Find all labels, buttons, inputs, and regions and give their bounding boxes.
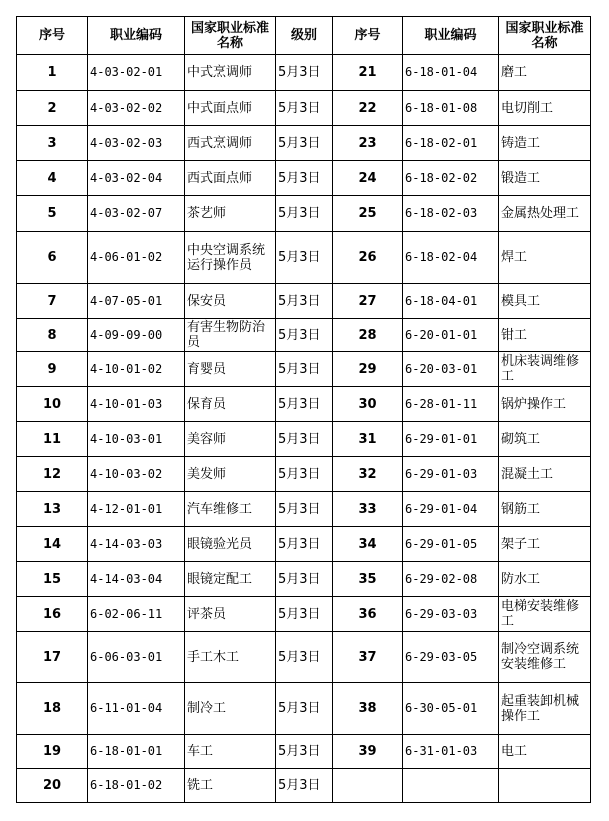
left-name: 中式烹调师 [185, 55, 276, 91]
left-seq: 19 [17, 735, 88, 769]
header-seq-right: 序号 [333, 17, 403, 55]
table-row [17, 232, 591, 284]
right-seq: 22 [333, 91, 403, 126]
left-code: 4-09-09-00 [88, 319, 185, 352]
left-name: 中央空调系统运行操作员 [185, 232, 276, 284]
left-code: 4-10-03-01 [88, 422, 185, 457]
left-code: 6-02-06-11 [88, 597, 185, 632]
right-code: 6-20-03-01 [403, 352, 499, 387]
left-seq: 11 [17, 422, 88, 457]
right-code: 6-29-02-08 [403, 562, 499, 597]
table-row [17, 284, 591, 319]
left-seq: 15 [17, 562, 88, 597]
right-seq: 28 [333, 319, 403, 352]
left-seq: 3 [17, 126, 88, 161]
left-level: 5月3日 [276, 352, 333, 387]
table-row [17, 55, 591, 91]
left-name: 茶艺师 [185, 196, 276, 232]
left-seq: 7 [17, 284, 88, 319]
left-code: 6-06-03-01 [88, 632, 185, 683]
occupation-table [16, 16, 591, 803]
right-seq: 26 [333, 232, 403, 284]
left-level: 5月3日 [276, 422, 333, 457]
left-code: 4-07-05-01 [88, 284, 185, 319]
left-level: 5月3日 [276, 232, 333, 284]
table-row [17, 527, 591, 562]
right-code [403, 769, 499, 803]
left-name: 铣工 [185, 769, 276, 803]
left-name: 车工 [185, 735, 276, 769]
right-name: 焊工 [499, 232, 591, 284]
table-row [17, 422, 591, 457]
right-code: 6-18-02-01 [403, 126, 499, 161]
right-seq: 33 [333, 492, 403, 527]
left-level: 5月3日 [276, 196, 333, 232]
left-level: 5月3日 [276, 55, 333, 91]
left-name: 手工木工 [185, 632, 276, 683]
table-row [17, 196, 591, 232]
right-seq: 25 [333, 196, 403, 232]
header-seq-left: 序号 [17, 17, 88, 55]
left-name: 美容师 [185, 422, 276, 457]
left-code: 4-10-03-02 [88, 457, 185, 492]
left-name: 西式烹调师 [185, 126, 276, 161]
left-seq: 8 [17, 319, 88, 352]
right-seq: 21 [333, 55, 403, 91]
table-row [17, 632, 591, 683]
left-name: 眼镜定配工 [185, 562, 276, 597]
table-row [17, 161, 591, 196]
left-code: 4-03-02-07 [88, 196, 185, 232]
left-name: 制冷工 [185, 683, 276, 735]
left-name: 眼镜验光员 [185, 527, 276, 562]
right-name: 磨工 [499, 55, 591, 91]
right-code: 6-20-01-01 [403, 319, 499, 352]
left-level: 5月3日 [276, 769, 333, 803]
left-code: 4-14-03-04 [88, 562, 185, 597]
right-seq: 34 [333, 527, 403, 562]
left-seq: 4 [17, 161, 88, 196]
left-seq: 13 [17, 492, 88, 527]
left-seq: 1 [17, 55, 88, 91]
left-name: 保安员 [185, 284, 276, 319]
right-name: 起重装卸机械操作工 [499, 683, 591, 735]
right-seq: 24 [333, 161, 403, 196]
left-seq: 17 [17, 632, 88, 683]
right-code: 6-18-02-03 [403, 196, 499, 232]
right-code: 6-29-03-03 [403, 597, 499, 632]
left-name: 美发师 [185, 457, 276, 492]
right-code: 6-18-02-02 [403, 161, 499, 196]
left-code: 4-03-02-01 [88, 55, 185, 91]
right-seq: 36 [333, 597, 403, 632]
left-seq: 10 [17, 387, 88, 422]
left-name: 评茶员 [185, 597, 276, 632]
header-level: 级别 [276, 17, 333, 55]
right-seq: 35 [333, 562, 403, 597]
right-code: 6-29-01-01 [403, 422, 499, 457]
right-code: 6-18-01-08 [403, 91, 499, 126]
table-row [17, 492, 591, 527]
left-code: 6-11-01-04 [88, 683, 185, 735]
left-code: 4-03-02-02 [88, 91, 185, 126]
right-seq: 29 [333, 352, 403, 387]
right-name [499, 769, 591, 803]
right-code: 6-29-01-05 [403, 527, 499, 562]
left-level: 5月3日 [276, 284, 333, 319]
right-name: 钳工 [499, 319, 591, 352]
table-row [17, 683, 591, 735]
right-code: 6-30-05-01 [403, 683, 499, 735]
left-name: 中式面点师 [185, 91, 276, 126]
right-seq: 23 [333, 126, 403, 161]
header-row [17, 17, 591, 55]
right-name: 电工 [499, 735, 591, 769]
right-seq: 32 [333, 457, 403, 492]
right-name: 机床装调维修工 [499, 352, 591, 387]
table-row [17, 597, 591, 632]
left-code: 4-06-01-02 [88, 232, 185, 284]
left-seq: 12 [17, 457, 88, 492]
header-code-right: 职业编码 [403, 17, 499, 55]
left-seq: 18 [17, 683, 88, 735]
table-row [17, 562, 591, 597]
right-seq: 27 [333, 284, 403, 319]
right-name: 锻造工 [499, 161, 591, 196]
right-code: 6-28-01-11 [403, 387, 499, 422]
right-code: 6-18-02-04 [403, 232, 499, 284]
left-level: 5月3日 [276, 457, 333, 492]
table-row [17, 91, 591, 126]
left-code: 6-18-01-01 [88, 735, 185, 769]
header-code-left: 职业编码 [88, 17, 185, 55]
table-row [17, 735, 591, 769]
table-row [17, 387, 591, 422]
left-level: 5月3日 [276, 161, 333, 196]
right-name: 电切削工 [499, 91, 591, 126]
left-code: 4-10-01-02 [88, 352, 185, 387]
left-level: 5月3日 [276, 632, 333, 683]
right-code: 6-29-01-04 [403, 492, 499, 527]
right-seq [333, 769, 403, 803]
right-name: 架子工 [499, 527, 591, 562]
left-level: 5月3日 [276, 527, 333, 562]
table-row [17, 769, 591, 803]
right-name: 混凝土工 [499, 457, 591, 492]
right-code: 6-29-01-03 [403, 457, 499, 492]
right-name: 金属热处理工 [499, 196, 591, 232]
left-seq: 16 [17, 597, 88, 632]
left-name: 保育员 [185, 387, 276, 422]
right-code: 6-31-01-03 [403, 735, 499, 769]
right-name: 制冷空调系统安装维修工 [499, 632, 591, 683]
right-code: 6-18-01-04 [403, 55, 499, 91]
right-name: 防水工 [499, 562, 591, 597]
right-seq: 38 [333, 683, 403, 735]
left-level: 5月3日 [276, 319, 333, 352]
right-name: 砌筑工 [499, 422, 591, 457]
right-name: 铸造工 [499, 126, 591, 161]
header-name-left: 国家职业标准名称 [185, 17, 276, 55]
right-name: 钢筋工 [499, 492, 591, 527]
left-code: 6-18-01-02 [88, 769, 185, 803]
table-row [17, 319, 591, 352]
left-level: 5月3日 [276, 735, 333, 769]
left-seq: 2 [17, 91, 88, 126]
left-name: 西式面点师 [185, 161, 276, 196]
left-level: 5月3日 [276, 562, 333, 597]
left-level: 5月3日 [276, 126, 333, 161]
left-level: 5月3日 [276, 683, 333, 735]
table-row [17, 457, 591, 492]
right-code: 6-18-04-01 [403, 284, 499, 319]
left-seq: 6 [17, 232, 88, 284]
left-seq: 5 [17, 196, 88, 232]
left-name: 汽车维修工 [185, 492, 276, 527]
table-row [17, 352, 591, 387]
left-level: 5月3日 [276, 91, 333, 126]
left-seq: 9 [17, 352, 88, 387]
right-code: 6-29-03-05 [403, 632, 499, 683]
left-code: 4-10-01-03 [88, 387, 185, 422]
header-name-right: 国家职业标准名称 [499, 17, 591, 55]
right-name: 电梯安装维修工 [499, 597, 591, 632]
right-seq: 37 [333, 632, 403, 683]
left-seq: 14 [17, 527, 88, 562]
left-seq: 20 [17, 769, 88, 803]
left-level: 5月3日 [276, 597, 333, 632]
left-code: 4-14-03-03 [88, 527, 185, 562]
table-row [17, 126, 591, 161]
left-name: 育婴员 [185, 352, 276, 387]
right-seq: 31 [333, 422, 403, 457]
right-seq: 30 [333, 387, 403, 422]
right-seq: 39 [333, 735, 403, 769]
left-code: 4-12-01-01 [88, 492, 185, 527]
left-code: 4-03-02-04 [88, 161, 185, 196]
left-code: 4-03-02-03 [88, 126, 185, 161]
left-level: 5月3日 [276, 387, 333, 422]
right-name: 模具工 [499, 284, 591, 319]
left-name: 有害生物防治员 [185, 319, 276, 352]
left-level: 5月3日 [276, 492, 333, 527]
right-name: 锅炉操作工 [499, 387, 591, 422]
